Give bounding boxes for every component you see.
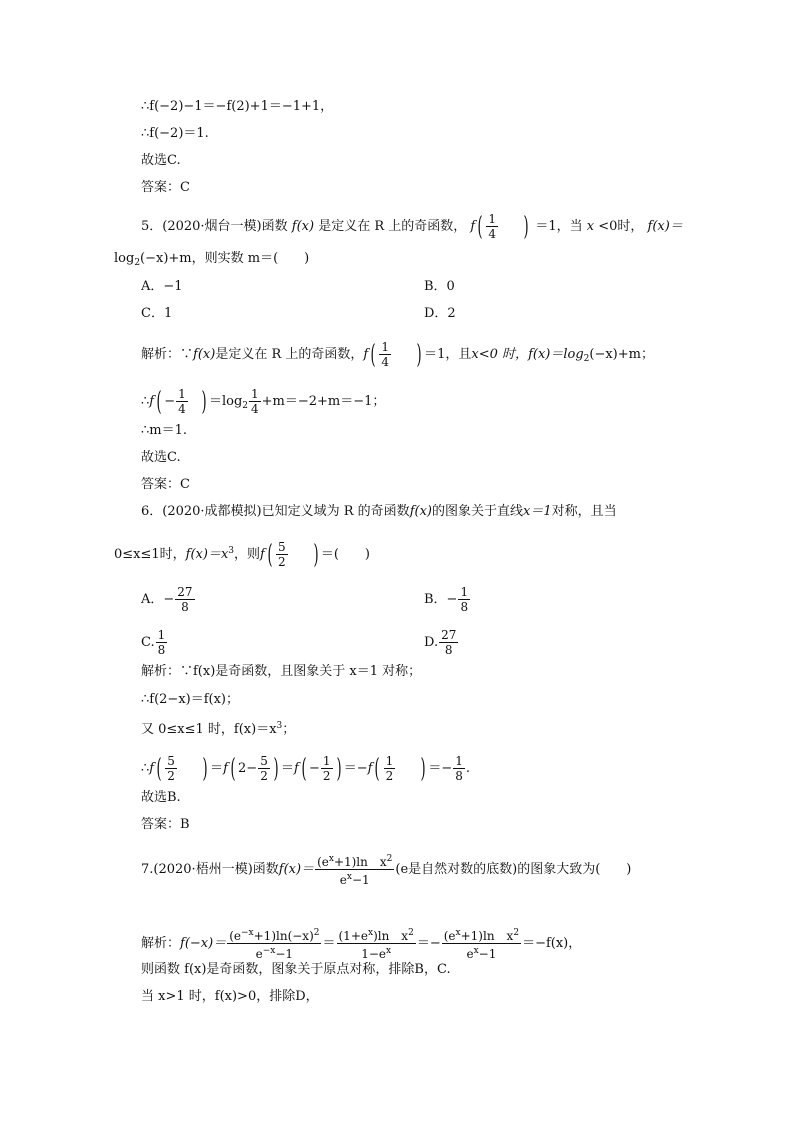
q5-lt0: <0时， bbox=[598, 219, 644, 234]
q5-f: f bbox=[470, 219, 476, 234]
line-2: ∴f(−2)＝1. bbox=[141, 126, 209, 141]
q5-log-rest: (−x)+m，则实数 m＝( ) bbox=[140, 251, 310, 266]
q6-solution-line4: ∴f( $\frac{5}{2}$ ) ＝f( 2− $\frac{5}{2}$ ) ＝f( − $\frac{1}{2}$ ) ＝−f( $\frac{1}{2}$ ) ＝− $\frac{1}{8}$ . bbox=[141, 753, 471, 784]
q5-solution-line4: 故选C. bbox=[141, 450, 181, 465]
q6-solution-line3: 又 0≤x≤1 时，$f(x)=x^3$； bbox=[141, 721, 296, 737]
q6-option-b: B．− $\frac{1}{8}$ bbox=[424, 585, 469, 614]
q5-option-c: C．1 bbox=[141, 306, 173, 321]
q6-stem-line1: 6．(2020·成都模拟)已知定义域为 R 的奇函数f(x)的图象关于直线x＝1对称，且当 bbox=[141, 504, 617, 519]
q5-stem-line2: $\log_2(-x)+m$，则实数 m＝( ) bbox=[114, 251, 310, 268]
q6-option-d: D. $\frac{27}{8}$ bbox=[424, 628, 457, 657]
q5-frac-1-4: $\frac{1}{4}$ bbox=[488, 212, 497, 241]
q5-answer: 答案：C bbox=[141, 477, 190, 492]
q6-solution-line5: 故选B. bbox=[141, 790, 181, 805]
q6-option-c: C. $\frac{1}{8}$ bbox=[141, 628, 166, 657]
q5-stem-line1 bbox=[141, 212, 683, 241]
q7-frac: $\frac{(e^x+1)\ln x^2}{e^x-1}$ bbox=[317, 854, 393, 887]
paren-left: ( bbox=[477, 211, 483, 242]
q5-solution-line1: 解析：∵f(x)是定义在 R 上的奇函数，f( $\frac{1}{4}$ ) ＝1，且x<0 时，$f(x)=\log_2(-x)+m$； bbox=[141, 339, 654, 370]
q6-solution-line2: ∴f(2−x)＝f(x)； bbox=[141, 692, 240, 707]
q5-fx: f(x) bbox=[291, 219, 315, 234]
q5-solution-line2: ∴f( − $\frac{1}{4}$ ) $=\log_2$ $\frac{1}{4}$ +m＝−2+m＝−1； bbox=[141, 386, 386, 417]
q7-solution-line1: 解析：f(−x)＝ $\frac{(e^{-x}+1)\ln(-x)^2}{e^{-x}-1}$ ＝ $\frac{(1+e^x)\ln x^2}{1-e^x}$ ＝− $\frac{(e^x+1)\ln x^2}{e^x-1}$ ＝−f(x)， bbox=[141, 928, 582, 961]
q6-option-a: A．− $\frac{27}{8}$ bbox=[141, 585, 193, 614]
q5-option-a: A．−1 bbox=[141, 279, 183, 294]
q5-sol-frac-1-4: $\frac{1}{4}$ bbox=[381, 340, 389, 369]
q5-cond: ＝1，当 bbox=[535, 219, 583, 234]
q6-answer: 答案：B bbox=[141, 817, 190, 832]
q5-option-d: D．2 bbox=[424, 306, 456, 321]
q5-desc: 是定义在 R 上的奇函数， bbox=[318, 219, 467, 234]
q7-stem: 7.(2020·梧州一模)函数f(x)＝ $\frac{(e^x+1)\ln x^2}{e^x-1}$ (e是自然对数的底数)的图象大致为( ) bbox=[141, 854, 632, 887]
q5-option-b: B．0 bbox=[424, 279, 455, 294]
q6-stem-line2: 0≤x≤1时，$f(x)=x^3$，则f( $\frac{5}{2}$ ) ＝( ) bbox=[114, 539, 370, 570]
q7-solution-line3: 当 x>1 时，f(x)>0，排除D， bbox=[141, 989, 319, 1004]
q5-fx2: f(x)＝ bbox=[647, 219, 683, 234]
line-4: 答案：C bbox=[141, 180, 190, 195]
q5-x: x bbox=[586, 219, 595, 234]
line-3: 故选C. bbox=[141, 153, 181, 168]
q5-intro: 5．(2020·烟台一模)函数 bbox=[141, 219, 288, 234]
q6-solution-line1: 解析：∵f(x)是奇函数，且图象关于 x＝1 对称； bbox=[141, 664, 422, 679]
line-1: ∴f(−2)−1＝−f(2)+1＝−1+1， bbox=[141, 99, 334, 114]
q6-frac-5-2: $\frac{5}{2}$ bbox=[278, 540, 286, 569]
q5-log: log bbox=[114, 251, 135, 266]
q7-solution-line2: 则函数 f(x)是奇函数，图象关于原点对称，排除B，C. bbox=[141, 962, 451, 977]
q5-solution-line3: ∴m＝1. bbox=[141, 423, 188, 438]
q5-sol-log-frac: $\frac{1}{4}$ bbox=[251, 387, 259, 416]
paren-right: ) bbox=[523, 211, 529, 242]
q5-sol-frac-neg: $\frac{1}{4}$ bbox=[178, 387, 186, 416]
